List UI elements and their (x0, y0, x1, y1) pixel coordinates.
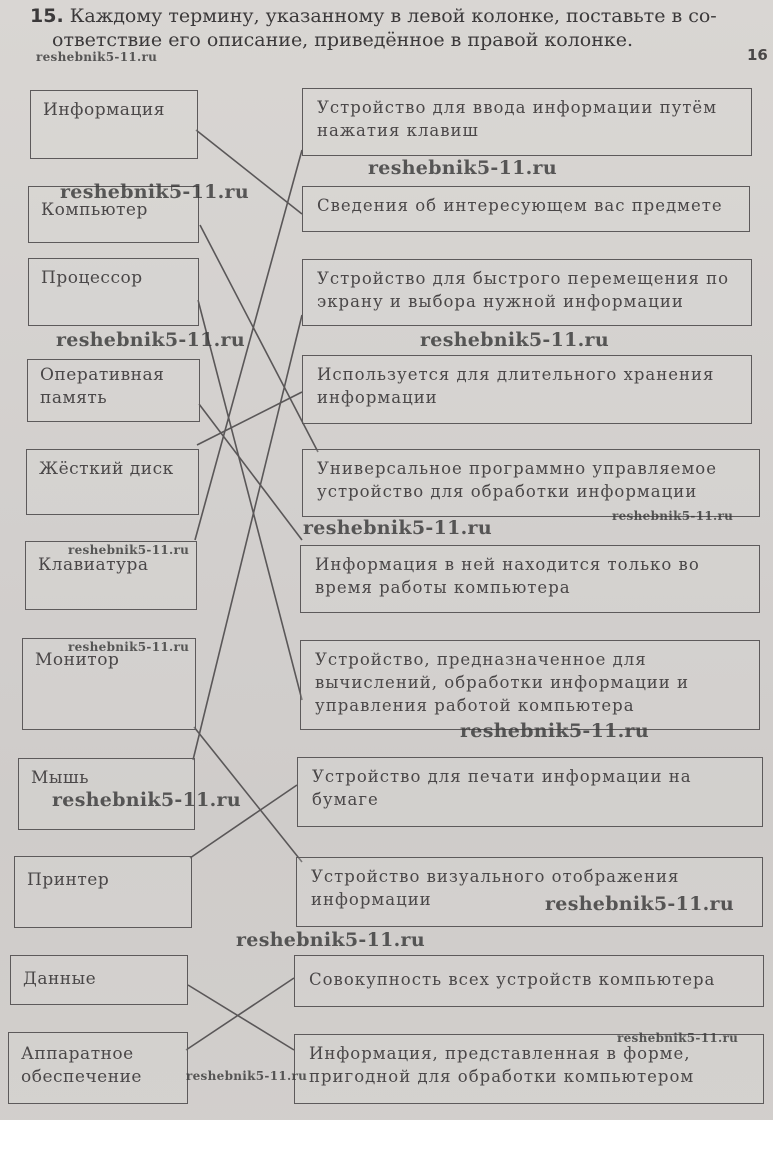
watermark: reshebnik5-11.ru (36, 50, 158, 64)
watermark: reshebnik5-11.ru (68, 543, 190, 557)
watermark: reshebnik5-11.ru (303, 517, 492, 539)
desc-long-storage: Используется для длительного хранения информации (302, 355, 752, 424)
term-monitor: Монитор (22, 638, 196, 730)
watermark: reshebnik5-11.ru (420, 329, 609, 351)
watermark: reshebnik5-11.ru (52, 789, 241, 811)
term-hardware: Аппаратное обеспечение (8, 1032, 188, 1104)
desc-hardware: Совокупность всех устройств компьютера (294, 955, 764, 1007)
match-line-9 (188, 985, 294, 1050)
match-line-7 (193, 315, 302, 760)
term-computer: Компьютер (28, 186, 199, 243)
desc-mouse: Устройство для быстрого перемещения по экрану и выбора нужной информации (302, 259, 752, 326)
desc-monitor: Устройство визуального отображения информации (296, 857, 763, 927)
watermark: reshebnik5-11.ru (612, 509, 734, 523)
watermark: reshebnik5-11.ru (617, 1031, 739, 1045)
term-mouse: Мышь (18, 758, 195, 830)
watermark: reshebnik5-11.ru (68, 640, 190, 654)
watermark: reshebnik5-11.ru (545, 893, 734, 915)
watermark: reshebnik5-11.ru (56, 329, 245, 351)
desc-ram: Информация в ней находится только во время работы компьютера (300, 545, 760, 613)
bottom-margin (0, 1120, 773, 1158)
term-processor: Процессор (28, 258, 199, 326)
term-printer: Принтер (14, 856, 192, 928)
watermark: reshebnik5-11.ru (368, 157, 557, 179)
desc-keyboard-input: Устройство для ввода информации путём нажатия клавиш (302, 88, 752, 156)
watermark: reshebnik5-11.ru (460, 720, 649, 742)
match-line-4 (197, 392, 302, 445)
desc-data: Информация, представленная в форме, пригодной для обработки компьютером (294, 1034, 764, 1104)
term-information: Информация (30, 90, 198, 159)
watermark: reshebnik5-11.ru (236, 929, 425, 951)
match-line-2 (198, 300, 302, 700)
term-data: Данные (10, 955, 188, 1005)
task-text-line2: ответствие его описание, приведённое в правой колонке. (52, 29, 634, 51)
term-keyboard: Клавиатура (25, 541, 197, 610)
page-number: 16 (747, 46, 768, 64)
term-ram: Оперативная память (27, 359, 200, 422)
term-hard-disk: Жёсткий диск (26, 449, 199, 515)
desc-processor: Устройство, предназначенное для вычислений, обработки информации и управления работой компьютера (300, 640, 760, 730)
desc-printer: Устройство для печати информации на бумаге (297, 757, 763, 827)
desc-computer: Универсальное программно управляемое устройство для обработки информации (302, 449, 760, 517)
watermark: reshebnik5-11.ru (60, 181, 249, 203)
task-number: 15. (30, 5, 64, 27)
task-text-line1: Каждому термину, указанному в левой колонке, поставьте в со- (69, 5, 717, 27)
desc-information: Сведения об интересующем вас предмете (302, 186, 750, 232)
watermark: reshebnik5-11.ru (186, 1069, 308, 1083)
